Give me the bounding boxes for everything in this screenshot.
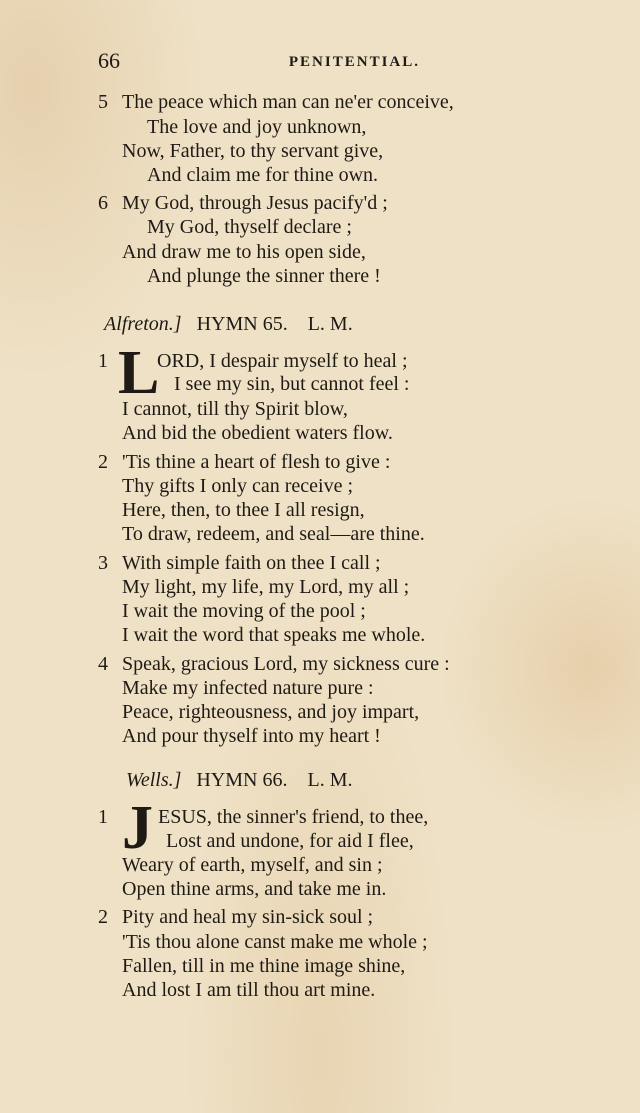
running-title: PENITENTIAL. — [288, 54, 420, 70]
verse-line: With simple faith on thee I call ; — [122, 552, 381, 574]
hymn-meter: L. M. — [307, 313, 353, 335]
verse-line: My God, thyself declare ; — [147, 216, 352, 238]
verse-line: I see my sin, but cannot feel : — [174, 373, 410, 395]
hymn-heading — [104, 312, 353, 336]
hymn-heading — [126, 768, 353, 792]
verse-number: 2 — [98, 451, 108, 473]
verse-line: Open thine arms, and take me in. — [122, 878, 387, 900]
verse-number: 6 — [98, 192, 108, 214]
verse-line: Weary of earth, myself, and sin ; — [122, 854, 383, 876]
verse-line: My light, my life, my Lord, my all ; — [122, 576, 410, 598]
verse-line: Here, then, to thee I all resign, — [122, 499, 365, 521]
verse-line: And lost I am till thou art mine. — [122, 979, 376, 1001]
verse-line: 'Tis thou alone canst make me whole ; — [122, 931, 428, 953]
tune-name: Alfreton.] — [104, 313, 182, 335]
verse-number: 1 — [98, 350, 108, 372]
verse-line: Speak, gracious Lord, my sickness cure : — [122, 653, 450, 675]
verse-line: Now, Father, to thy servant give, — [122, 140, 384, 162]
hymn-title: HYMN 65. — [196, 313, 288, 335]
verse-line: ESUS, the sinner's friend, to thee, — [158, 806, 429, 828]
verse-line: I wait the moving of the pool ; — [122, 600, 366, 622]
verse-number: 2 — [98, 906, 108, 928]
tune-name: Wells.] — [126, 769, 182, 791]
verse-line: 'Tis thine a heart of flesh to give : — [122, 451, 391, 473]
verse-line: I wait the word that speaks me whole. — [122, 624, 426, 646]
verse-line: And plunge the sinner there ! — [147, 265, 381, 287]
page-number: 66 — [98, 48, 120, 73]
verse-number: 3 — [98, 552, 108, 574]
page-header — [98, 48, 420, 78]
verse-line: Pity and heal my sin-sick soul ; — [122, 906, 374, 928]
verse-line: To draw, redeem, and seal—are thine. — [122, 523, 425, 545]
verse-number: 5 — [98, 91, 108, 113]
verse-line: I cannot, till thy Spirit blow, — [122, 398, 348, 420]
verse-number: 1 — [98, 806, 108, 828]
verse-number: 4 — [98, 653, 108, 675]
verse-line: And pour thyself into my heart ! — [122, 725, 381, 747]
verse-line: And claim me for thine own. — [147, 164, 379, 186]
drop-cap: L — [118, 339, 160, 407]
verse-line: Thy gifts I only can receive ; — [122, 475, 354, 497]
hymn-title: HYMN 66. — [196, 769, 288, 791]
verse-line: ORD, I despair myself to heal ; — [157, 350, 408, 372]
verse-line: Peace, righteousness, and joy impart, — [122, 701, 420, 723]
verse-line: And bid the obedient waters flow. — [122, 422, 393, 444]
verse-line: The peace which man can ne'er conceive, — [122, 91, 454, 113]
drop-cap: J — [122, 794, 153, 862]
verse-line: Lost and undone, for aid I flee, — [166, 830, 414, 852]
verse-line: And draw me to his open side, — [122, 241, 366, 263]
verse-line: My God, through Jesus pacify'd ; — [122, 192, 388, 214]
verse-line: The love and joy unknown, — [147, 116, 367, 138]
verse-line: Make my infected nature pure : — [122, 677, 374, 699]
hymn-meter: L. M. — [307, 769, 353, 791]
verse-line: Fallen, till in me thine image shine, — [122, 955, 406, 977]
